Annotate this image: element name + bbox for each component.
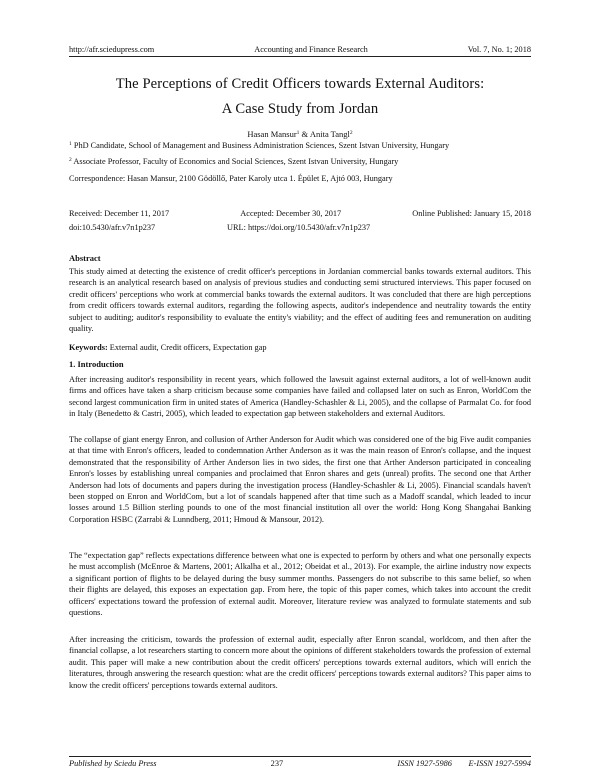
doi-url[interactable]: URL: https://doi.org/10.5430/afr.v7n1p237 xyxy=(227,223,371,232)
published-date: Online Published: January 15, 2018 xyxy=(412,209,531,218)
author-name: Anita Tangl xyxy=(309,129,350,139)
affiliation-marker: 1 xyxy=(69,141,72,147)
issn: ISSN 1927-5986 E-ISSN 1927-5994 xyxy=(397,759,531,768)
correspondence: Correspondence: Hasan Mansur, 2100 Gödöllő, Pater Karoly utca 1. Épület E, Ajtó 003, Hungary xyxy=(69,174,393,183)
author-affiliation-marker: 1 xyxy=(296,130,300,136)
running-header xyxy=(69,40,531,54)
page-footer xyxy=(69,759,531,768)
keywords-label: Keywords: xyxy=(69,343,108,352)
page-number: 237 xyxy=(270,759,284,768)
section-heading-introduction: 1. Introduction xyxy=(69,359,124,369)
affiliation-2 xyxy=(69,157,531,166)
author-name: Hasan Mansur xyxy=(247,129,297,139)
accepted-date: Accepted: December 30, 2017 xyxy=(240,209,342,218)
paper-title-line-2: A Case Study from Jordan xyxy=(221,101,379,117)
keywords-text: External audit, Credit officers, Expectation gap xyxy=(107,343,267,352)
header-rule xyxy=(69,56,531,57)
received-date: Received: December 11, 2017 xyxy=(69,209,170,218)
volume-info: Vol. 7, No. 1; 2018 xyxy=(467,45,531,54)
affiliation-1 xyxy=(69,141,531,150)
abstract-body: This study aimed at detecting the existence of credit officer's perceptions in Jordanian commercial banks towards external auditors. This research is an analytical research based on analysis of previous studies and conducting semi structured interviews. This paper focused on credit officers' perceptions who work at commercial banks towards the external auditors. It was concluded that there are high perceptions from credit officers towards external auditors, regarding the following aspects, auditor's independence and neutrality towards the entity subject to auditing; auditor's responsibility to evaluate the entity's viability; and the effect of auditing fees and remuneration on auditing quality. xyxy=(69,267,531,334)
intro-paragraph-2: The collapse of giant energy Enron, and collusion of Arther Anderson for Audit which was considered one of the big Five audit companies at that time with Enron's officers, leaded to condemnation Arther Anderson as it was the main reason of Enron's collapse, and the inquest demonstrated that the responsibility of Arther Anderson lies in two sides, the first one that Arther Anderson participated in concealing Enron's losses by establishing unreal companies and proclaimed that Enron shares and gets (unreal) profits. The second one that Arther Anderson had lots of documents and papers during the investigation process (Handley-Schashler & Li, 2005). Financial scandals haven't been stopped on Enron and WorldCom, but a lot of scandals happened after that time such as a Madoff scandal, which leaded to incur losses around 1.5 Billion sterling pounds to one of the most financial institution all over the world: Hong Kong Shangahai Banking Corporation HSBC (Zarrabi & Lunndberg, 2011; Hmoud & Mansour, 2012). xyxy=(69,435,531,524)
intro-paragraph-1: After increasing auditor's responsibility in recent years, which followed the lawsuit against external auditors, a lot of well-known audit firms and offices have taken a sharp criticism because some companies have failed and collapsed later on such as Enron, WorldCom the second largest communication firm in united states of America (Handley-Schashler & Li, 2005), and the collapse of Parmalat Co. for food in Italy (Benedetto & Castri, 2005), which leaded to expectation gap between stakeholders and external Auditors. xyxy=(69,375,531,419)
journal-name: Accounting and Finance Research xyxy=(254,45,368,54)
author-list xyxy=(40,129,560,139)
journal-url[interactable]: http://afr.sciedupress.com xyxy=(69,45,155,54)
paper-title-line-1: The Perceptions of Credit Officers towards External Auditors: xyxy=(115,76,485,92)
doi-line xyxy=(69,223,531,232)
intro-paragraph-4: After increasing the criticism, towards the profession of external audit, especially after Enron scandal, worldcom, and then after the financial collapse, a lot researchers starting to concern more about the opinions of different stakeholders towards the profession of external audit. This paper will make a new contribution about the credit officers' perceptions towards external auditors, which will enrich the literatures, through answering the research question: what are the credit officers' perceptions towards external auditors? This paper aims to know the credit officers' perceptions towards external auditors. xyxy=(69,635,531,690)
footer-rule xyxy=(69,756,531,757)
doi: doi:10.5430/afr.v7n1p237 xyxy=(69,223,156,232)
publication-dates xyxy=(69,209,531,218)
keywords xyxy=(69,343,531,352)
affiliation-marker: 2 xyxy=(69,157,72,163)
affiliation-text: PhD Candidate, School of Management and Business Administration Sciences, Szent Istvan University, Hungary xyxy=(71,141,450,150)
intro-paragraph-3: The “expectation gap” reflects expectations difference between what one is expected to perform by others and what one personally expects he must accomplish (McEnroe & Martens, 2001; Alkalha et al., 2012; Obeidat et al., 2013). For example, the airline industry now expects a significant portion of flights to be delayed during the busy summer months. Passengers do not subscribe to this same belief, so when their flights are delayed, this exposes an expectation gap. From here, the topic of this paper comes, which takes into account the credit officers' expectations toward the profession of external audit. Moreover, literature review was analyzed to formulate statements and sub questions. xyxy=(69,551,531,618)
author-separator: & xyxy=(299,129,310,139)
author-affiliation-marker: 2 xyxy=(349,130,353,136)
abstract-heading: Abstract xyxy=(69,253,101,263)
affiliation-text: Associate Professor, Faculty of Economics and Social Sciences, Szent Istvan University, Hungary xyxy=(71,157,399,166)
publisher: Published by Sciedu Press xyxy=(69,759,157,768)
